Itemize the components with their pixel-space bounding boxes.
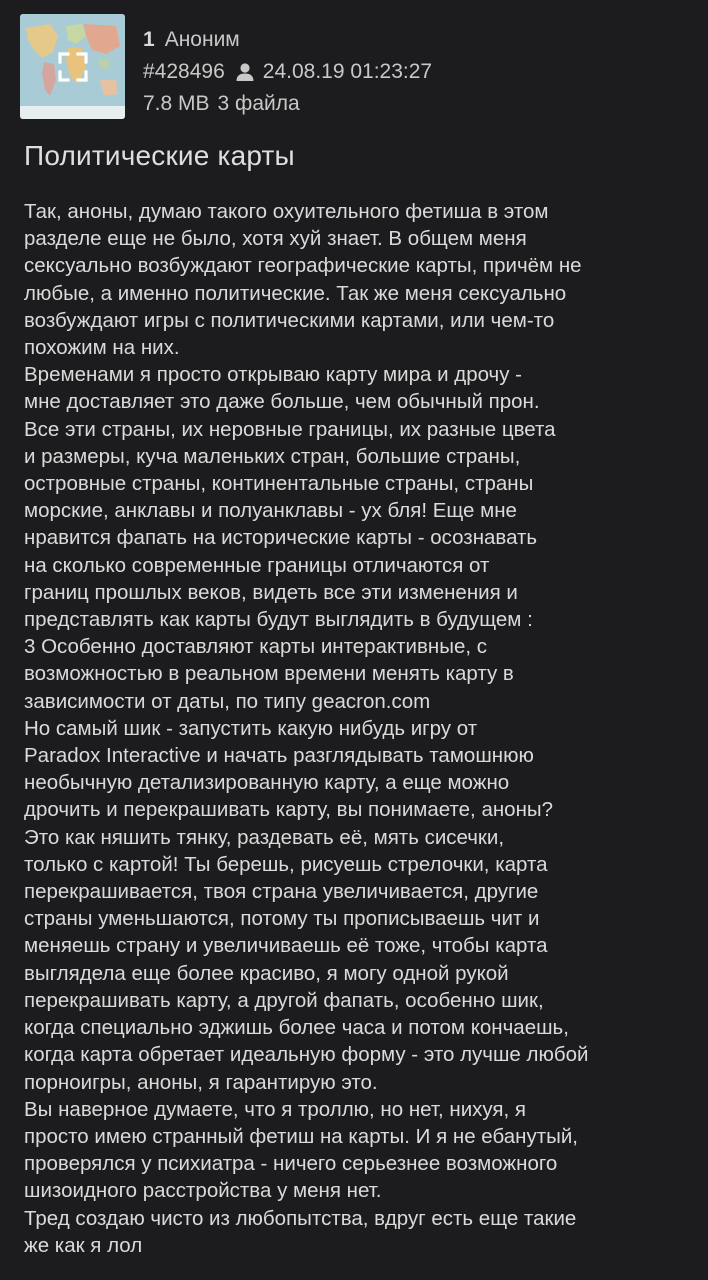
post-body-line: шизоидного расстройства у меня нет.: [24, 1179, 382, 1203]
post-body-line: перекрашивать карту, а другой фапать, особенно шик,: [24, 988, 544, 1012]
post-meta: [143, 24, 432, 120]
post-body-line: порноигры, аноны, я гарантирую это.: [24, 1070, 378, 1094]
files-size: 7.8 MB: [143, 92, 210, 115]
post-header-row: [143, 24, 432, 56]
post-body-line: морские, анклавы и полуанклавы - ух бля! Еще мне: [24, 499, 517, 523]
post-body-line: Но самый шик - запустить какую нибудь игру от: [24, 716, 478, 740]
post-body-line: проверялся у психиатра - ничего серьезнее возможного: [24, 1152, 558, 1176]
post-body-line: же как я лол: [24, 1233, 143, 1257]
post-body-line: Вы наверное думаете, что я троллю, но нет, нихуя, я: [24, 1097, 527, 1121]
post-body-line: просто имею странный фетиш на карты. И я не ебанутый,: [24, 1124, 578, 1148]
post-id-row: [143, 56, 432, 88]
post-body-line: любые, а именно политические. Так же меня сексуально: [24, 281, 567, 305]
post-body-line: Так, аноны, думаю такого охуительного фетиша в этом: [24, 200, 549, 223]
post-body-line: на сколько современные границы отличаются от: [24, 553, 490, 577]
user-icon: [235, 62, 255, 82]
post-number: 1: [143, 28, 155, 51]
post-body-line: и размеры, куча маленьких стран, большие страны,: [24, 444, 521, 468]
attachment-thumbnail[interactable]: [20, 14, 125, 119]
post-body-line: нравится фапать на исторические карты - осознавать: [24, 526, 538, 550]
post-body-line: только с картой! Ты берешь, рисуешь стрелочки, карта: [24, 852, 548, 876]
post-body-line: Paradox Interactive и начать разглядывать тамошнюю: [24, 744, 534, 768]
post-body-line: когда специально эджишь более часа и потом кончаешь,: [24, 1016, 569, 1040]
post-subject: Политические карты: [24, 140, 295, 171]
post-body-line: Временами я просто открываю карту мира и дрочу -: [24, 363, 523, 387]
post-body-line: выглядела еще более красиво, я могу одной рукой: [24, 961, 509, 985]
post-body-line: границ прошлых веков, видеть все эти изменения и: [24, 580, 518, 604]
post-datetime: 24.08.19 01:23:27: [262, 60, 433, 83]
post-body-line: похожим на них.: [24, 336, 180, 360]
post-body-line: когда карта обретает идеальную форму - это лучше любой: [24, 1043, 589, 1067]
post-body-line: разделе еще не было, хотя хуй знает. В общем меня: [24, 227, 527, 251]
post-body-line: перекрашивается, твоя страна увеличивается, другие: [24, 880, 539, 904]
post-body-line: мне доставляет это даже больше, чем обычный прон.: [24, 390, 540, 414]
post-body-line: зависимости от даты, по типу geacron.com: [24, 689, 431, 713]
post-author: Аноним: [164, 28, 240, 51]
post-body-line: страны уменьшаются, потому ты прописываешь чит и: [24, 907, 540, 931]
post-body: [24, 198, 692, 1259]
post-body-line: сексуально возбуждают географические карты, причём не: [24, 254, 582, 278]
post-files-row: [143, 88, 432, 120]
post-body-line: возбуждают игры с политическими картами, или чем-то: [24, 308, 555, 332]
post-body-line: необычную детализированную карту, а еще можно: [24, 771, 510, 795]
post-body-line: 3 Особенно доставляют карты интерактивные, с: [24, 635, 487, 659]
post-body-line: островные страны, континентальные страны, страны: [24, 472, 534, 496]
post-body-line: Тред создаю чисто из любопытства, вдруг есть еще такие: [24, 1206, 577, 1230]
post-body-line: меняешь страну и увеличиваешь её тоже, чтобы карта: [24, 934, 548, 958]
files-count: 3 файла: [217, 92, 300, 115]
post-body-line: Все эти страны, их неровные границы, их разные цвета: [24, 417, 556, 441]
post-body-line: возможностью в реальном времени менять карту в: [24, 662, 514, 686]
post-body-line: представлять как карты будут выглядить в будущем :: [24, 608, 533, 632]
expand-icon[interactable]: [58, 52, 88, 82]
post-body-line: Это как няшить тянку, раздевать её, мять сисечки,: [24, 825, 505, 849]
post-id[interactable]: #428496: [143, 60, 225, 83]
post-body-line: дрочить и перекрашивать карту, вы понимаете, аноны?: [24, 798, 554, 822]
